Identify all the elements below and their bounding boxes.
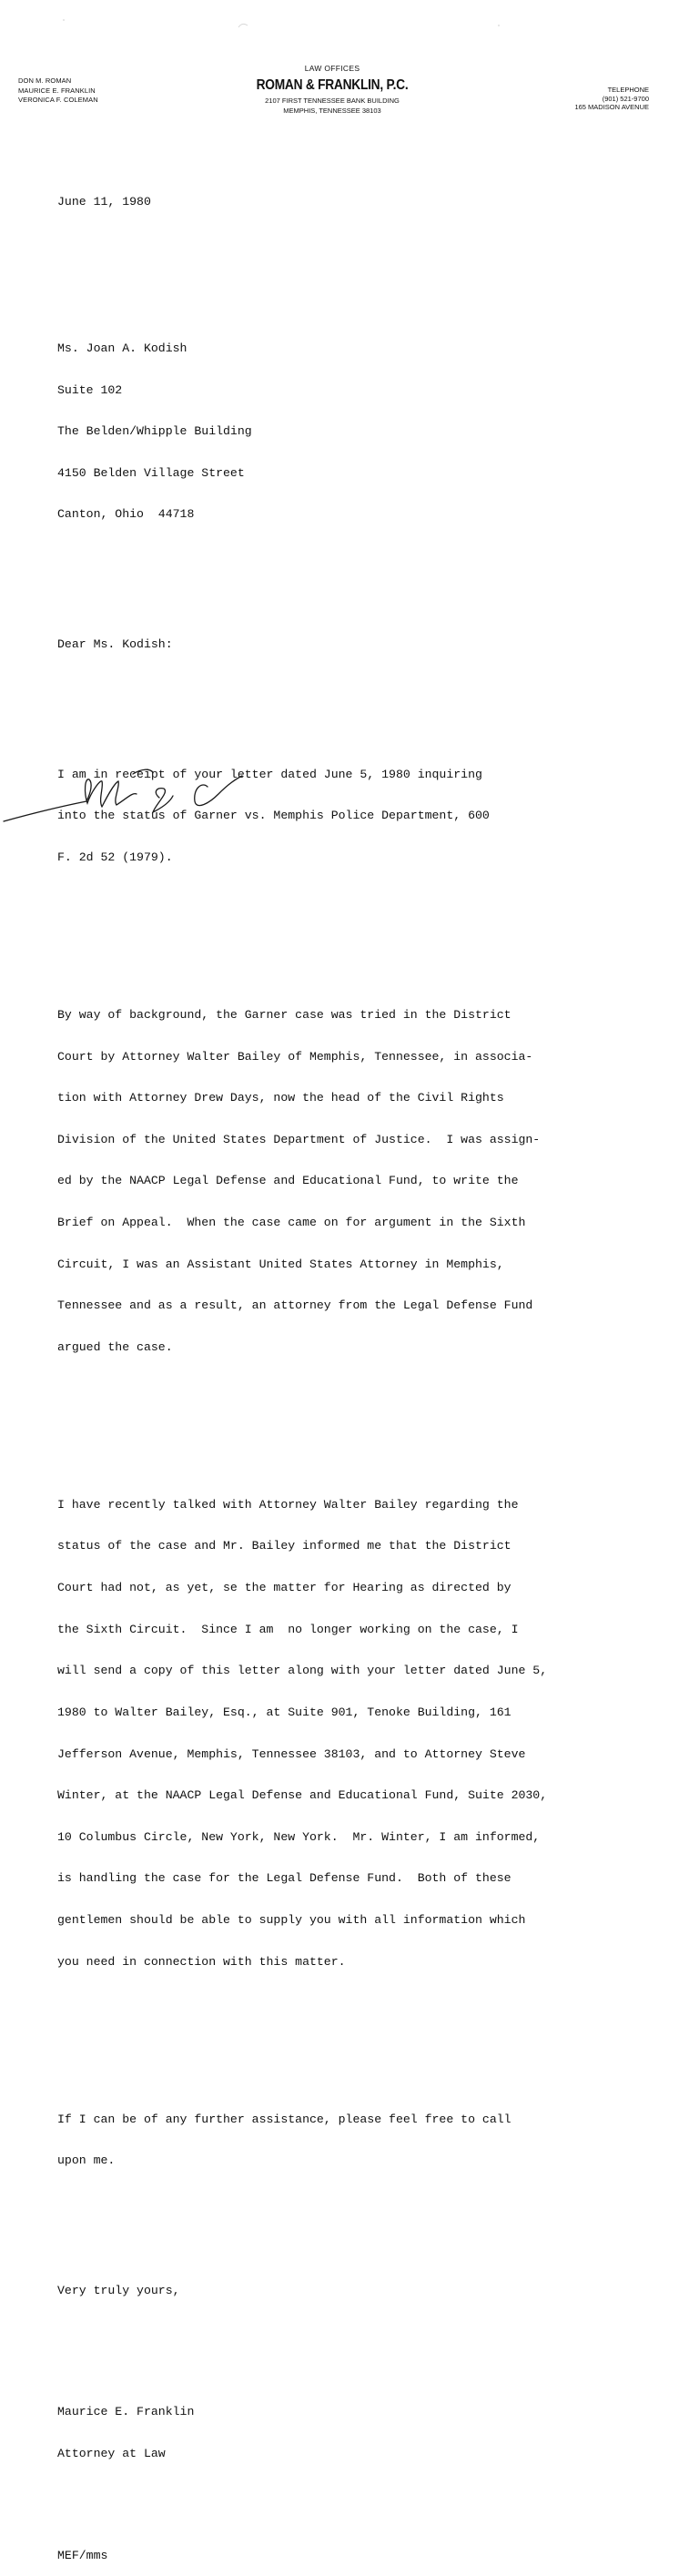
text-line: into the status of Garner vs. Memphis Police Department, 600 — [57, 809, 490, 823]
text-line: I have recently talked with Attorney Walter Bailey regarding the — [57, 1497, 519, 1512]
telephone-address: 165 MADISON AVENUE — [574, 103, 649, 111]
recipient-line: 4150 Belden Village Street — [57, 465, 245, 480]
text-line: F. 2d 52 (1979). — [57, 850, 173, 864]
letterhead-telephone — [574, 86, 649, 112]
text-line: upon me. — [57, 2153, 116, 2168]
firm-address-line1: 2107 FIRST TENNESSEE BANK BUILDING — [265, 97, 400, 105]
letterhead-firm — [0, 64, 664, 117]
text-line: tion with Attorney Drew Days, now the head of the Civil Rights — [57, 1091, 504, 1105]
text-line: 10 Columbus Circle, New York, New York. Mr. Winter, I am informed, — [57, 1829, 541, 1844]
paragraph-2 — [57, 981, 649, 1382]
telephone-number: (901) 521-9700 — [602, 94, 649, 103]
paragraph-4 — [57, 2084, 649, 2195]
text-line: argued the case. — [57, 1339, 173, 1354]
partner-name: VERONICA F. COLEMAN — [18, 96, 98, 104]
recipient-line: Suite 102 — [57, 382, 123, 397]
text-line: I am in receipt of your letter dated June 5, 1980 inquiring — [57, 767, 482, 781]
signer-title: Attorney at Law — [57, 2446, 166, 2460]
telephone-label: TELEPHONE — [607, 86, 649, 94]
text-line: Court by Attorney Walter Bailey of Memphis, Tennessee, in associa- — [57, 1049, 533, 1064]
text-line: Court had not, as yet, se the matter for Hearing as directed by — [57, 1581, 512, 1595]
law-offices-label: LAW OFFICES — [304, 64, 360, 73]
partner-name: DON M. ROMAN — [18, 76, 72, 85]
text-line: By way of background, the Garner case was tried in the District — [57, 1007, 512, 1022]
text-line: If I can be of any further assistance, please feel free to call — [57, 2112, 512, 2126]
text-line: 1980 to Walter Bailey, Esq., at Suite 901, Tenoke Building, 161 — [57, 1705, 512, 1719]
recipient-line: Canton, Ohio 44718 — [57, 507, 195, 522]
text-line: Winter, at the NAACP Legal Defense and Educational Fund, Suite 2030, — [57, 1788, 548, 1803]
text-line: ed by the NAACP Legal Defense and Educational Fund, to write the — [57, 1174, 519, 1188]
text-line: you need in connection with this matter. — [57, 1954, 346, 1969]
handwritten-signature — [0, 756, 273, 829]
text-line: Tennessee and as a result, an attorney from the Legal Defense Fund — [57, 1298, 533, 1313]
text-line: Division of the United States Department of Justice. I was assign- — [57, 1132, 541, 1146]
text-line: is handling the case for the Legal Defense Fund. Both of these — [57, 1871, 512, 1886]
reference-initials: MEF/mms — [57, 2548, 108, 2562]
salutation: Dear Ms. Kodish: — [57, 637, 173, 652]
text-line: will send a copy of this letter along with your letter dated June 5, — [57, 1664, 548, 1678]
firm-address-line2: MEMPHIS, TENNESSEE 38103 — [283, 107, 381, 115]
letter-date: June 11, 1980 — [57, 195, 151, 209]
text-line: Jefferson Avenue, Memphis, Tennessee 38103, and to Attorney Steve — [57, 1746, 526, 1761]
text-line: Circuit, I was an Assistant United States Attorney in Memphis, — [57, 1257, 504, 1271]
text-line: status of the case and Mr. Bailey informed me that the District — [57, 1539, 512, 1553]
recipient-address — [57, 314, 649, 549]
text-line: the Sixth Circuit. Since I am no longer working on the case, I — [57, 1622, 519, 1636]
recipient-line: Ms. Joan A. Kodish — [57, 341, 187, 356]
paragraph-3 — [57, 1470, 649, 1996]
signer-name: Maurice E. Franklin — [57, 2405, 195, 2419]
recipient-line: The Belden/Whipple Building — [57, 424, 252, 439]
text-line: Brief on Appeal. When the case came on for argument in the Sixth — [57, 1216, 526, 1230]
closing: Very truly yours, — [57, 2283, 180, 2297]
partner-name: MAURICE E. FRANKLIN — [18, 86, 96, 95]
firm-name: ROMAN & FRANKLIN, P.C. — [256, 77, 409, 93]
letter-body — [57, 168, 649, 2576]
text-line: gentlemen should be able to supply you with all information which — [57, 1912, 526, 1927]
